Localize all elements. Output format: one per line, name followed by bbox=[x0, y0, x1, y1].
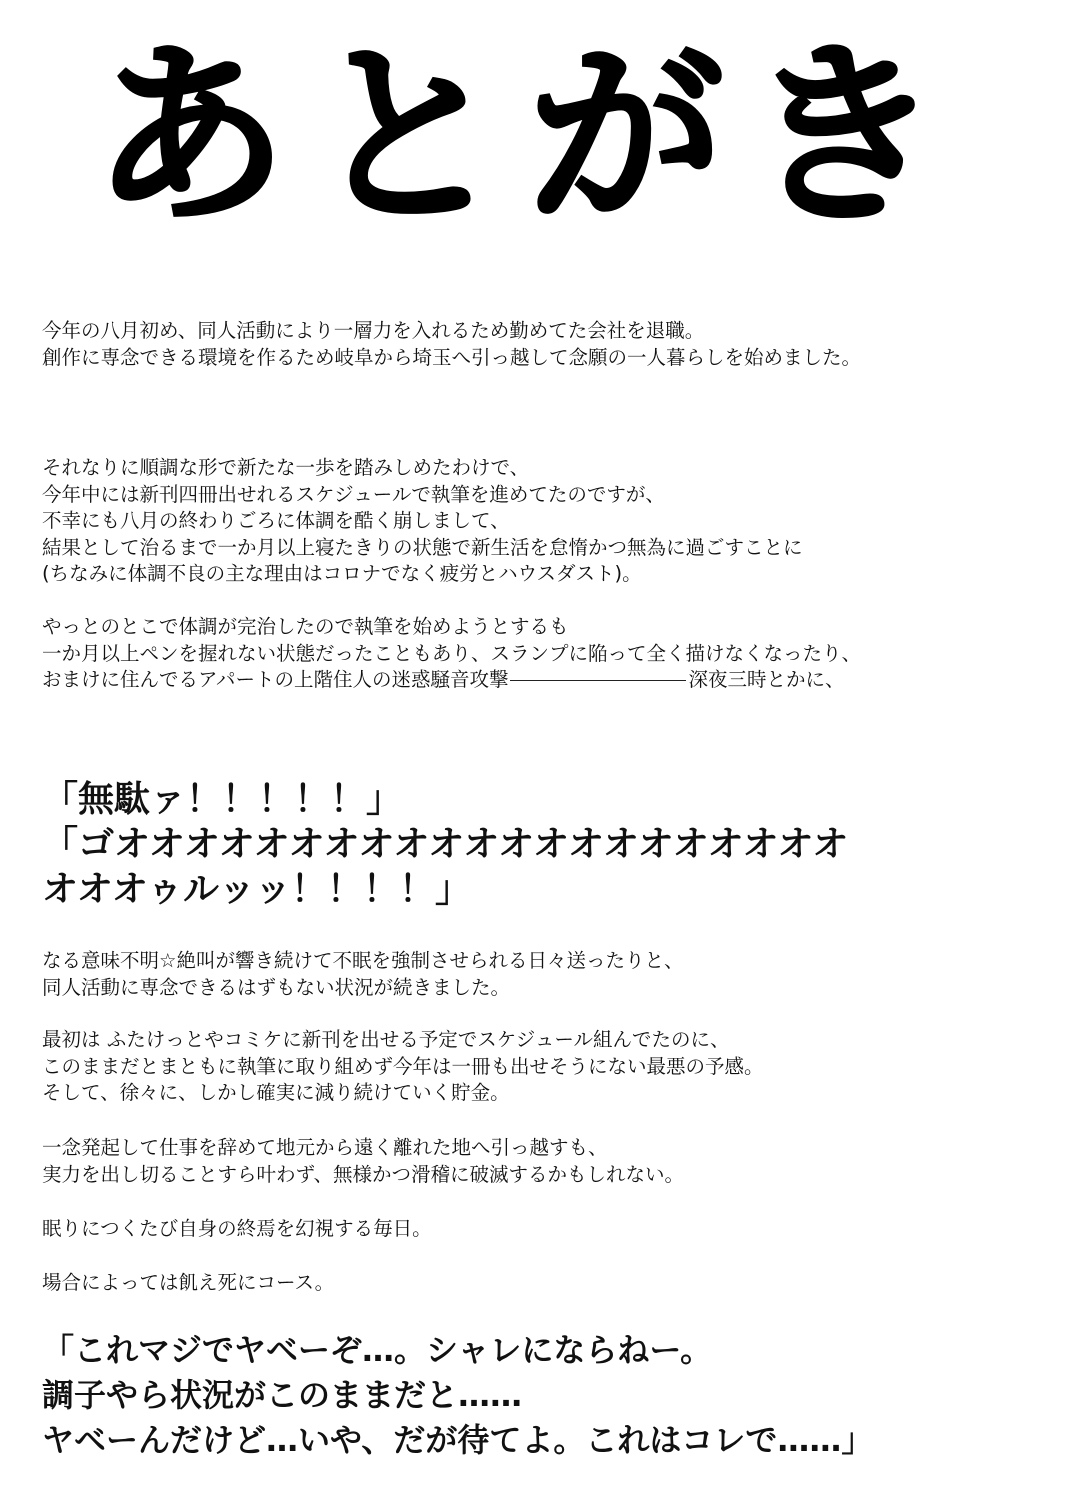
paragraph-insomnia bbox=[42, 948, 683, 1001]
final-quote-block bbox=[42, 1328, 873, 1463]
text-line: 一か月以上ペンを握れない状態だったこともあり、スランプに陥って全く描けなくなったり、 bbox=[42, 641, 862, 665]
text-line: 場合によっては飢え死にコース。 bbox=[42, 1271, 335, 1294]
paragraph-demise bbox=[42, 1216, 432, 1243]
quote-line: 調子やら状況がこのままだと…… bbox=[42, 1376, 523, 1414]
text-line: そして、徐々に、しかし確実に減り続けていく貯金。 bbox=[42, 1081, 510, 1104]
shout-line: オオオゥルッッ！！！！」 bbox=[42, 869, 471, 910]
paragraph-schedule bbox=[42, 1027, 764, 1107]
text-line-with-dash bbox=[42, 667, 861, 694]
text-line: やっとのとこで体調が完治したので執筆を始めようとするも bbox=[42, 615, 569, 638]
text-line: 実力を出し切ることすら叶わず、無様かつ滑稽に破滅するかもしれない。 bbox=[42, 1162, 684, 1186]
shout-block bbox=[42, 777, 848, 912]
text-line: 結果として治るまで一か月以上寝たきりの状態で新生活を怠惰かつ無為に過ごすことに bbox=[42, 535, 803, 559]
page-title: あとがき bbox=[92, 23, 965, 251]
text-segment: おまけに住んでるアパートの上階住人の迷惑騒音攻撃 bbox=[42, 668, 509, 691]
text-line: それなりに順調な形で新たな一歩を踏みしめたわけで、 bbox=[42, 456, 530, 479]
text-line: (ちなみに体調不良の主な理由はコロナでなく疲労とハウスダスト)。 bbox=[42, 562, 642, 585]
text-line: このままだとまともに執筆に取り組めず今年は一冊も出せそうにない最悪の予感。 bbox=[42, 1054, 764, 1078]
text-line: 一念発起して仕事を辞めて地元から遠く離れた地へ引っ越すも、 bbox=[42, 1136, 608, 1159]
paragraph-starvation bbox=[42, 1270, 334, 1297]
text-line: 最初は ふたけっとやコミケに新刊を出せる予定でスケジュール組んでたのに、 bbox=[42, 1028, 730, 1051]
text-line: なる意味不明☆絶叫が響き続けて不眠を強制させられる日々送ったりと、 bbox=[42, 949, 684, 972]
shout-line: 「無駄ァ！！！！！」 bbox=[42, 779, 403, 820]
dash-divider bbox=[510, 680, 686, 681]
paragraph-noise bbox=[42, 614, 861, 694]
text-line: 不幸にも八月の終わりごろに体調を酷く崩しまして、 bbox=[42, 509, 510, 532]
text-line: 同人活動に専念できるはずもない状況が続きました。 bbox=[42, 975, 511, 999]
quote-line: ヤベーんだけど…いや、だが待てよ。これはコレで……」 bbox=[42, 1421, 874, 1459]
text-line: 創作に専念できる環境を作るため岐阜から埼玉へ引っ越して念願の一人暮らしを始めました。 bbox=[42, 345, 862, 369]
paragraph-illness bbox=[42, 455, 803, 588]
text-line: 眠りにつくたび自身の終焉を幻視する毎日。 bbox=[42, 1217, 432, 1240]
paragraph-ruin bbox=[42, 1135, 684, 1188]
quote-line: 「これマジでヤベーぞ…。シャレにならねー。 bbox=[42, 1331, 713, 1369]
text-line: 今年中には新刊四冊出せれるスケジュールで執筆を進めてたのですが、 bbox=[42, 482, 665, 506]
text-line: 今年の八月初め、同人活動により一層力を入れるため勤めてた会社を退職。 bbox=[42, 319, 705, 342]
paragraph-retirement bbox=[42, 318, 861, 371]
shout-line: 「ゴオオオオオオオオオオオオオオオオオオオオオ bbox=[42, 824, 849, 865]
text-segment: 深夜三時とかに、 bbox=[688, 668, 845, 691]
